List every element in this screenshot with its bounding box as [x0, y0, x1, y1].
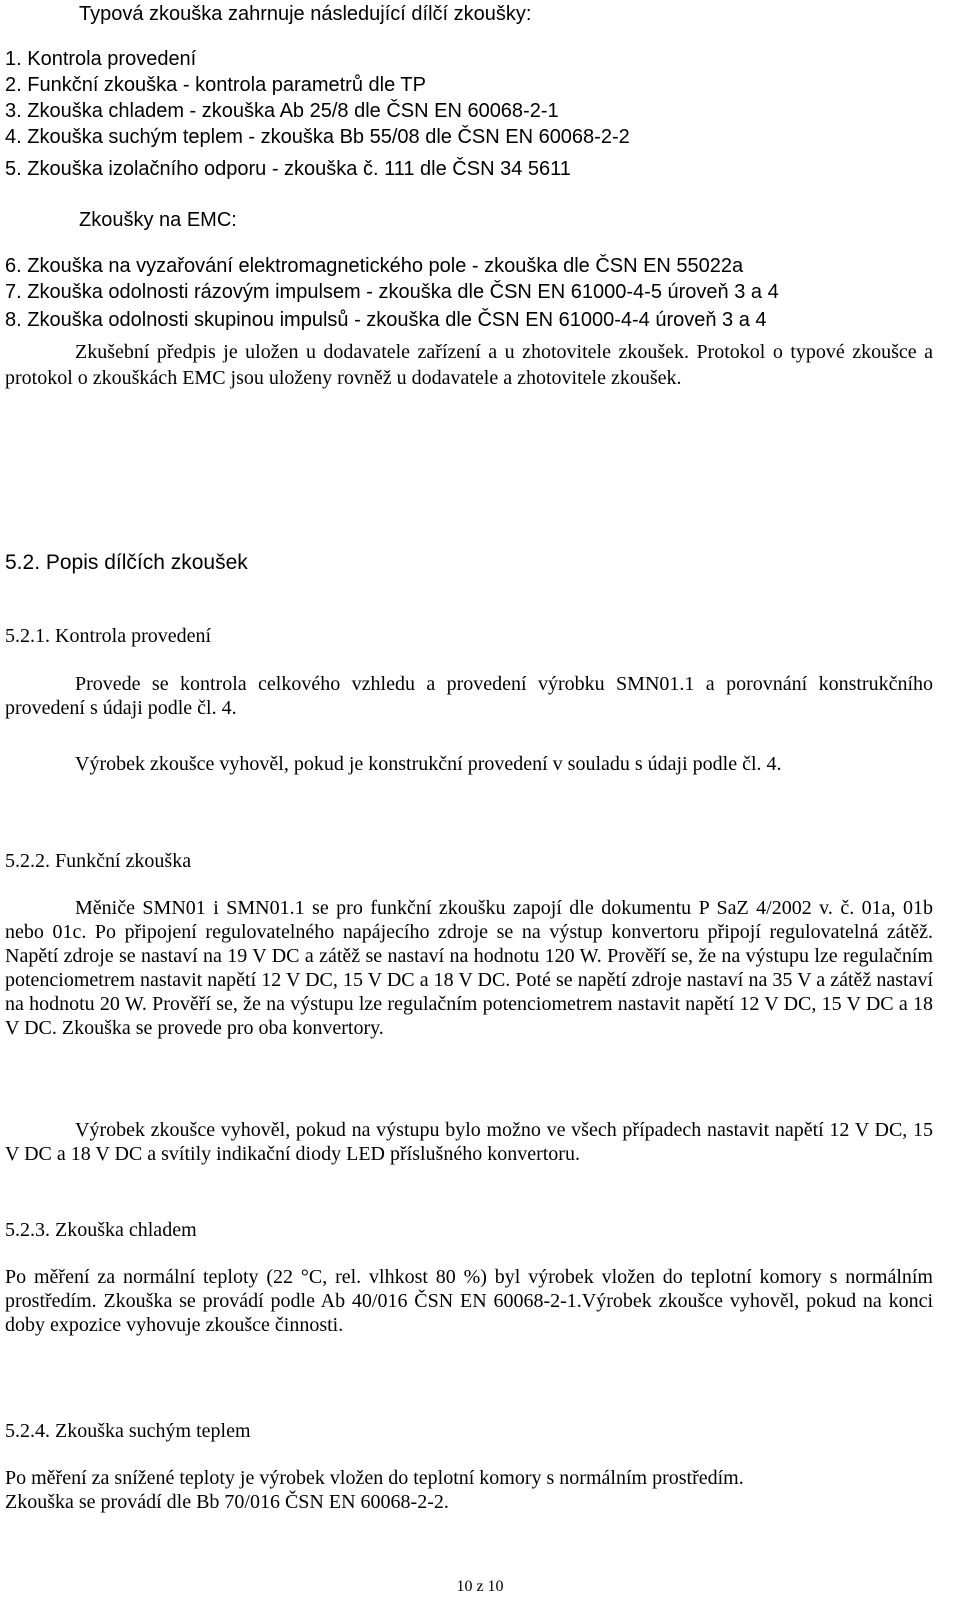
s523-title: 5.2.3. Zkouška chladem	[5, 1219, 197, 1241]
emc-heading: Zkoušky na EMC:	[79, 209, 237, 231]
s521-title: 5.2.1. Kontrola provedení	[5, 625, 212, 647]
emc-test-7: 7. Zkouška odolnosti rázovým impulsem - zkouška dle ČSN EN 61000-4-5 úroveň 3 a 4	[5, 281, 779, 303]
s522-title: 5.2.2. Funkční zkouška	[5, 850, 192, 872]
s523-paragraph-1: Po měření za normální teploty (22 °C, rel. vlhkost 80 %) byl výrobek vložen do teplotní komory s normálním prostředím. Zkouška se provádí podle Ab 40/016 ČSN EN 60068-2-1.Výrobek zkoušce vyhověl, pokud na konci doby expozice vyhovuje zkoušce činnosti.	[5, 1266, 933, 1336]
test-item-2: 2. Funkční zkouška - kontrola parametrů dle TP	[5, 74, 426, 96]
intro-text: Typová zkouška zahrnuje následující dílčí zkoušky:	[79, 3, 532, 25]
storage-note: Zkušební předpis je uložen u dodavatele zařízení a u zhotovitele zkoušek. Protokol o typové zkoušce a protokol o zkouškách EMC jsou uloženy rovněž u dodavatele a zhotovitele zkoušek.	[5, 341, 933, 389]
s524-title: 5.2.4. Zkouška suchým teplem	[5, 1420, 251, 1442]
test-item-3: 3. Zkouška chladem - zkouška Ab 25/8 dle ČSN EN 60068-2-1	[5, 100, 559, 122]
s522-paragraph-2: Výrobek zkoušce vyhověl, pokud na výstupu bylo možno ve všech případech nastavit napětí 12 V DC, 15 V DC a 18 V DC a svítily indikační diody LED příslušného konvertoru.	[5, 1119, 933, 1165]
emc-test-6: 6. Zkouška na vyzařování elektromagnetického pole - zkouška dle ČSN EN 55022a	[5, 255, 744, 277]
section-title: 5.2. Popis dílčích zkoušek	[5, 551, 248, 574]
s521-paragraph-1: Provede se kontrola celkového vzhledu a provedení výrobku SMN01.1 a porovnání konstrukčního provedení s údaji podle čl. 4.	[5, 673, 933, 719]
page-number: 10 z 10	[456, 1578, 504, 1595]
emc-test-8: 8. Zkouška odolnosti skupinou impulsů - zkouška dle ČSN EN 61000-4-4 úroveň 3 a 4	[5, 309, 767, 331]
s522-paragraph-1: Měniče SMN01 i SMN01.1 se pro funkční zkoušku zapojí dle dokumentu P SaZ 4/2002 v. č. 01a, 01b nebo 01c. Po připojení regulovatelného napájecího zdroje se na výstup konvertoru připojí regulovatelná zátěž. Napětí zdroje se nastaví na 19 V DC a zátěž se nastaví na hodnotu 120 W. Prověří se, že na výstupu lze regulačním potenciometrem nastavit napětí 12 V DC, 15 V DC a 18 V DC. Poté se napětí zdroje nastaví na 35 V a zátěž nastaví na hodnotu 20 W. Prověří se, že na výstupu lze regulačním potenciometrem nastavit napětí 12 V DC, 15 V DC a 18 V DC. Zkouška se provede pro oba konvertory.	[5, 897, 933, 1039]
test-item-4: 4. Zkouška suchým teplem - zkouška Bb 55/08 dle ČSN EN 60068-2-2	[5, 126, 630, 148]
test-item-1: 1. Kontrola provedení	[5, 48, 197, 70]
s521-paragraph-2: Výrobek zkoušce vyhověl, pokud je konstrukční provedení v souladu s údaji podle čl. 4.	[75, 753, 782, 775]
s524-paragraph-1: Po měření za snížené teploty je výrobek vložen do teplotní komory s normálním prostředím.	[5, 1467, 744, 1489]
test-item-5: 5. Zkouška izolačního odporu - zkouška č. 111 dle ČSN 34 5611	[5, 158, 571, 180]
s524-paragraph-2: Zkouška se provádí dle Bb 70/016 ČSN EN 60068-2-2.	[5, 1491, 449, 1513]
